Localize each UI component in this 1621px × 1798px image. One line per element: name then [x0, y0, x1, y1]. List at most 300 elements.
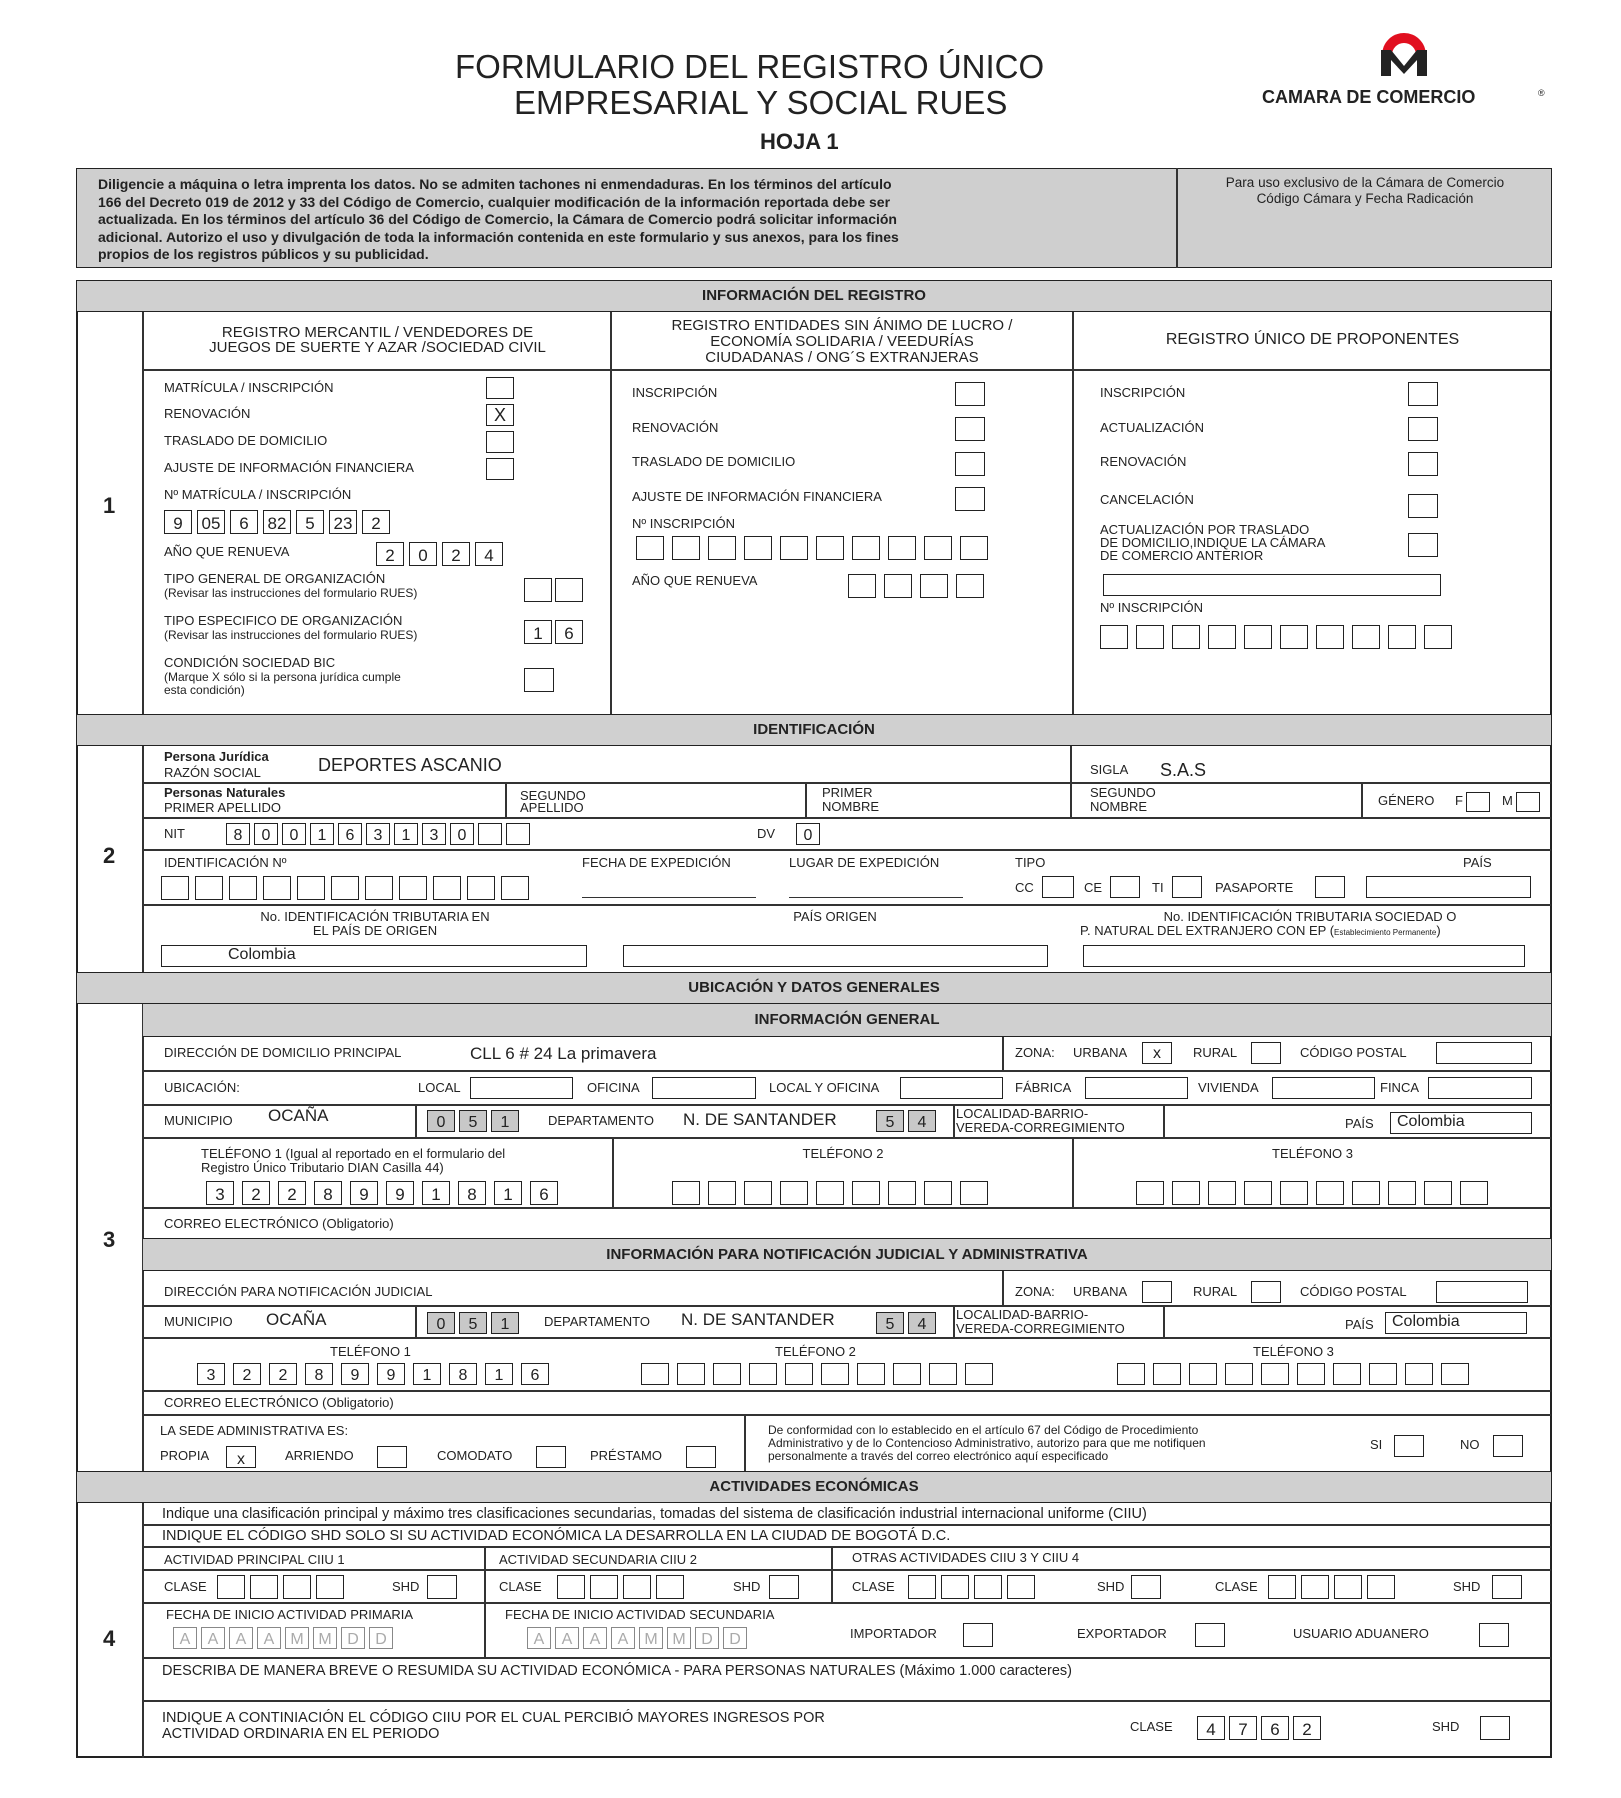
esal-inscripcion-digit[interactable]	[708, 536, 736, 560]
fecha-secundaria-digit[interactable]: A	[611, 1627, 635, 1649]
n-telefono3-digit[interactable]	[1333, 1363, 1361, 1385]
telefono2-digit[interactable]	[744, 1181, 772, 1205]
value-n-municipio[interactable]: OCAÑA	[266, 1310, 327, 1329]
label-tipo-general: TIPO GENERAL DE ORGANIZACIÓN	[164, 571, 386, 586]
rup-inscripcion-digit[interactable]	[1316, 625, 1344, 649]
label-segundo-apellido-2: APELLIDO	[520, 800, 584, 815]
clase-mayores-digit[interactable]: 4	[1197, 1716, 1225, 1740]
label-bic: CONDICIÓN SOCIEDAD BIC	[164, 655, 336, 670]
label-clase-otras-1: CLASE	[852, 1579, 895, 1594]
n-telefono1-digit[interactable]: 1	[413, 1363, 441, 1385]
fecha-primaria-digit[interactable]: M	[313, 1627, 337, 1649]
checkbox-prestamo[interactable]	[686, 1446, 716, 1468]
n-telefono3-digit[interactable]	[1405, 1363, 1433, 1385]
identificacion-digit[interactable]	[467, 876, 495, 900]
n-telefono2-digit[interactable]	[785, 1363, 813, 1385]
anio-digit[interactable]: 2	[376, 542, 404, 566]
checkbox-shd-otras-1[interactable]	[1131, 1575, 1161, 1599]
n-telefono2-digit[interactable]	[929, 1363, 957, 1385]
n-telefono1-digit[interactable]: 8	[305, 1363, 333, 1385]
identificacion-digit[interactable]	[433, 876, 461, 900]
rup-inscripcion-digit[interactable]	[1208, 625, 1236, 649]
input-trib-ext[interactable]	[1083, 945, 1525, 967]
telefono3-digit[interactable]	[1352, 1181, 1380, 1205]
label-n-pais: PAÍS	[1345, 1317, 1374, 1332]
value-n-departamento[interactable]: N. DE SANTANDER	[681, 1310, 835, 1329]
telefono3-digit[interactable]	[1316, 1181, 1344, 1205]
label-rup-cancelacion: CANCELACIÓN	[1100, 492, 1194, 507]
col1-title-line2: JUEGOS DE SUERTE Y AZAR /SOCIEDAD CIVIL	[209, 339, 546, 356]
esal-inscripcion-digit[interactable]	[672, 536, 700, 560]
label-clase-principal: CLASE	[164, 1579, 207, 1594]
value-trib-origen: Colombia	[228, 946, 296, 963]
checkbox-genero-f[interactable]	[1466, 792, 1490, 812]
label-identificacion: IDENTIFICACIÓN Nº	[164, 855, 287, 870]
label-otras-actividades: OTRAS ACTIVIDADES CIIU 3 Y CIIU 4	[852, 1550, 1080, 1565]
nit-digit[interactable]	[506, 823, 530, 845]
fecha-secundaria-digit[interactable]: A	[555, 1627, 579, 1649]
section-number-4: 4	[103, 1626, 116, 1651]
telefono1-digit[interactable]: 8	[314, 1181, 342, 1205]
fecha-secundaria-boxes	[527, 1627, 747, 1649]
nit-digit[interactable]: 0	[282, 823, 306, 845]
matricula-digit[interactable]: 05	[197, 510, 225, 534]
label-describa: DESCRIBA DE MANERA BREVE O RESUMIDA SU ACTIVIDAD ECONÓMICA - PARA PERSONAS NATURALES (Máximo 1.000 caracteres)	[162, 1663, 1072, 1679]
fecha-secundaria-digit[interactable]: A	[527, 1627, 551, 1649]
checkbox-rup-act-traslado[interactable]	[1408, 533, 1438, 557]
checkbox-propia[interactable]: x	[226, 1446, 256, 1468]
value-razon-social[interactable]: DEPORTES ASCANIO	[318, 755, 502, 775]
clase-otras-2-digit[interactable]	[1334, 1575, 1362, 1599]
nit-digit[interactable]: 1	[394, 823, 418, 845]
label-primer-apellido: PRIMER APELLIDO	[164, 800, 282, 815]
label-prestamo: PRÉSTAMO	[590, 1448, 662, 1463]
esal-anio-digit[interactable]	[884, 574, 912, 598]
telefono1-digit[interactable]: 6	[530, 1181, 558, 1205]
n-telefono3-digit[interactable]	[1117, 1363, 1145, 1385]
telefono2-digit[interactable]	[852, 1181, 880, 1205]
municipio-code	[427, 1110, 519, 1132]
checkbox-si[interactable]	[1394, 1435, 1424, 1457]
esal-anio-boxes	[848, 574, 984, 598]
telefono3-digit[interactable]	[1280, 1181, 1308, 1205]
checkbox-bic[interactable]	[524, 668, 554, 692]
label-trib-ext-small: Establecimiento Permanente	[1334, 928, 1437, 937]
intro-line: adicional. Autorizo el uso y divulgación de toda la información contenida en este formulario y sus anexos, para los fines	[98, 228, 899, 245]
identificacion-digit[interactable]	[365, 876, 393, 900]
n-municipio-code-digit[interactable]: 1	[491, 1312, 519, 1334]
rup-inscripcion-digit[interactable]	[1136, 625, 1164, 649]
identificacion-digit[interactable]	[331, 876, 359, 900]
n-telefono3-digit[interactable]	[1441, 1363, 1469, 1385]
n-telefono2-digit[interactable]	[749, 1363, 777, 1385]
tipo-especifico-digit[interactable]: 6	[555, 620, 583, 644]
matricula-digit[interactable]: 9	[164, 510, 192, 534]
clase-secundaria-boxes	[557, 1575, 684, 1599]
input-vivienda[interactable]	[1272, 1077, 1375, 1099]
n-telefono3-digit[interactable]	[1261, 1363, 1289, 1385]
label-vivienda: VIVIENDA	[1198, 1080, 1259, 1095]
telefono2-digit[interactable]	[888, 1181, 916, 1205]
checkbox-urbana[interactable]: x	[1142, 1042, 1172, 1064]
telefono1-digit[interactable]: 1	[422, 1181, 450, 1205]
value-sigla[interactable]: S.A.S	[1160, 760, 1207, 780]
label-ce: CE	[1084, 880, 1103, 895]
tipo-general-digit[interactable]	[555, 578, 583, 602]
n-telefono3-digit[interactable]	[1225, 1363, 1253, 1385]
esal-anio-digit[interactable]	[920, 574, 948, 598]
identificacion-boxes	[161, 876, 529, 900]
n-telefono1-digit[interactable]: 6	[521, 1363, 549, 1385]
departamento-code-digit[interactable]: 5	[876, 1110, 904, 1132]
telefono2-digit[interactable]	[960, 1181, 988, 1205]
matricula-digit[interactable]: 6	[230, 510, 258, 534]
esal-inscripcion-digit[interactable]	[780, 536, 808, 560]
esal-inscripcion-digit[interactable]	[816, 536, 844, 560]
checkbox-ti[interactable]	[1172, 876, 1202, 898]
label-esal-anio: AÑO QUE RENUEVA	[632, 573, 758, 588]
n-departamento-code-digit[interactable]: 4	[908, 1312, 936, 1334]
departamento-code-digit[interactable]: 4	[908, 1110, 936, 1132]
checkbox-no[interactable]	[1493, 1435, 1523, 1457]
section-number-2: 2	[103, 843, 116, 868]
nit-digit[interactable]: 1	[310, 823, 334, 845]
telefono1-digit[interactable]: 9	[386, 1181, 414, 1205]
clase-otras-1-digit[interactable]	[974, 1575, 1002, 1599]
checkbox-importador[interactable]	[963, 1623, 993, 1647]
telefono1-digit[interactable]: 3	[206, 1181, 234, 1205]
telefono2-digit[interactable]	[816, 1181, 844, 1205]
label-telefono2: TELÉFONO 2	[802, 1146, 884, 1161]
clase-secundaria-digit[interactable]	[623, 1575, 651, 1599]
nit-digit[interactable]: 8	[226, 823, 250, 845]
telefono1-digit[interactable]: 2	[278, 1181, 306, 1205]
checkbox-n-rural[interactable]	[1251, 1281, 1281, 1303]
matricula-digit[interactable]: 82	[263, 510, 291, 534]
nit-digit[interactable]: 0	[450, 823, 474, 845]
n-telefono1-digit[interactable]: 2	[269, 1363, 297, 1385]
checkbox-shd-otras-2[interactable]	[1492, 1575, 1522, 1599]
fecha-primaria-digit[interactable]: A	[201, 1627, 225, 1649]
telefono1-digit[interactable]: 9	[350, 1181, 378, 1205]
checkbox-rup-actualizacion[interactable]	[1408, 417, 1438, 441]
label-bic-note1: (Marque X sólo si la persona jurídica cumple	[164, 670, 401, 684]
checkbox-ajuste[interactable]	[486, 458, 514, 480]
anio-digits	[376, 542, 503, 566]
clase-mayores-digit[interactable]: 2	[1293, 1716, 1321, 1740]
clase-principal-digit[interactable]	[250, 1575, 278, 1599]
col1-title-line1: REGISTRO MERCANTIL / VENDEDORES DE	[221, 324, 534, 341]
n-telefono3-digit[interactable]	[1297, 1363, 1325, 1385]
label-propia: PROPIA	[160, 1448, 210, 1463]
nit-digit[interactable]: 6	[338, 823, 362, 845]
section-number-3: 3	[103, 1227, 116, 1252]
label-esal-ajuste: AJUSTE DE INFORMACIÓN FINANCIERA	[632, 489, 882, 504]
checkbox-matricula[interactable]	[486, 377, 514, 399]
checkbox-rup-inscripcion[interactable]	[1408, 382, 1438, 406]
value-municipio[interactable]: OCAÑA	[268, 1106, 329, 1125]
telefono3-digit[interactable]	[1244, 1181, 1272, 1205]
checkbox-renovacion[interactable]: X	[486, 404, 514, 426]
checkbox-traslado[interactable]	[486, 431, 514, 453]
telefono3-digit[interactable]	[1136, 1181, 1164, 1205]
n-telefono2-digit[interactable]	[965, 1363, 993, 1385]
n-telefono3-digit[interactable]	[1369, 1363, 1397, 1385]
value-direccion-principal[interactable]: CLL 6 # 24 La primavera	[470, 1044, 657, 1063]
fecha-secundaria-digit[interactable]: M	[667, 1627, 691, 1649]
label-shd-principal: SHD	[392, 1579, 420, 1594]
intro-text	[98, 176, 899, 264]
esal-inscripcion-digit[interactable]	[744, 536, 772, 560]
esal-inscripcion-digit[interactable]	[636, 536, 664, 560]
telefono3-digit[interactable]	[1460, 1181, 1488, 1205]
n-telefono2-digit[interactable]	[893, 1363, 921, 1385]
nit-digit[interactable]: 0	[254, 823, 278, 845]
identificacion-digit[interactable]	[501, 876, 529, 900]
fecha-primaria-digit[interactable]: D	[341, 1627, 365, 1649]
input-pais-origen[interactable]	[623, 945, 1048, 967]
checkbox-rural[interactable]	[1251, 1042, 1281, 1064]
checkbox-shd-principal[interactable]	[427, 1575, 457, 1599]
label-n-rural: RURAL	[1193, 1284, 1238, 1299]
checkbox-shd-secundaria[interactable]	[769, 1575, 799, 1599]
checkbox-rup-cancelacion[interactable]	[1408, 494, 1438, 518]
input-n-pais[interactable]: Colombia	[1385, 1312, 1527, 1334]
n-municipio-code-digit[interactable]: 0	[427, 1312, 455, 1334]
input-oficina[interactable]	[652, 1077, 756, 1099]
checkbox-cc[interactable]	[1042, 876, 1074, 898]
telefono2-digit[interactable]	[708, 1181, 736, 1205]
rup-inscripcion-digit[interactable]	[1280, 625, 1308, 649]
rup-inscripcion-digit[interactable]	[1100, 625, 1128, 649]
label-ajuste: AJUSTE DE INFORMACIÓN FINANCIERA	[164, 460, 414, 475]
anio-digit[interactable]: 2	[442, 542, 470, 566]
telefono1-digit[interactable]: 1	[494, 1181, 522, 1205]
identificacion-digit[interactable]	[399, 876, 427, 900]
fecha-primaria-digit[interactable]: M	[285, 1627, 309, 1649]
input-trib-origen[interactable]	[161, 945, 587, 967]
n-telefono2-digit[interactable]	[713, 1363, 741, 1385]
clase-otras-1-digit[interactable]	[941, 1575, 969, 1599]
label-clase-secundaria: CLASE	[499, 1579, 542, 1594]
input-pais-ubic[interactable]: Colombia	[1390, 1112, 1532, 1134]
label-primer-nombre-1: PRIMER	[822, 785, 873, 800]
telefono1-digit[interactable]: 8	[458, 1181, 486, 1205]
telefono2-digit[interactable]	[780, 1181, 808, 1205]
input-finca[interactable]	[1428, 1077, 1532, 1099]
fecha-secundaria-digit[interactable]: D	[723, 1627, 747, 1649]
n-municipio-code	[427, 1312, 519, 1334]
fecha-secundaria-digit[interactable]: M	[639, 1627, 663, 1649]
telefono2-digit[interactable]	[924, 1181, 952, 1205]
rup-inscripcion-digit[interactable]	[1352, 625, 1380, 649]
tipo-general-digit[interactable]	[524, 578, 552, 602]
checkbox-exportador[interactable]	[1195, 1623, 1225, 1647]
clase-secundaria-digit[interactable]	[557, 1575, 585, 1599]
fecha-primaria-digit[interactable]: A	[229, 1627, 253, 1649]
telefono3-digit[interactable]	[1208, 1181, 1236, 1205]
checkbox-genero-m[interactable]	[1516, 792, 1540, 812]
clase-principal-digit[interactable]	[217, 1575, 245, 1599]
checkbox-esal-ajuste[interactable]	[955, 487, 985, 511]
esal-inscripcion-digit[interactable]	[960, 536, 988, 560]
matricula-digit[interactable]: 23	[329, 510, 357, 534]
telefono1-digit[interactable]: 2	[242, 1181, 270, 1205]
label-rup-act-traslado-2: DE DOMICILIO,INDIQUE LA CÁMARA	[1100, 535, 1326, 550]
identificacion-digit[interactable]	[195, 876, 223, 900]
tipo-especifico-digit[interactable]: 1	[524, 620, 552, 644]
label-indique-2: ACTIVIDAD ORDINARIA EN EL PERIODO	[162, 1726, 440, 1742]
band-informacion-general: INFORMACIÓN GENERAL	[143, 1004, 1551, 1037]
label-exportador: EXPORTADOR	[1077, 1626, 1167, 1641]
input-camara-anterior[interactable]	[1103, 574, 1441, 596]
checkbox-n-urbana[interactable]	[1142, 1281, 1172, 1303]
label-genero-f: F	[1455, 793, 1463, 808]
label-renovacion: RENOVACIÓN	[164, 406, 251, 421]
n-telefono3-digit[interactable]	[1189, 1363, 1217, 1385]
fecha-primaria-digit[interactable]: A	[173, 1627, 197, 1649]
input-n-codigo-postal[interactable]	[1436, 1281, 1528, 1303]
fecha-primaria-digit[interactable]: A	[257, 1627, 281, 1649]
label-pais-origen: PAÍS ORIGEN	[793, 909, 877, 924]
input-local-oficina[interactable]	[900, 1077, 1003, 1099]
fecha-secundaria-digit[interactable]: D	[695, 1627, 719, 1649]
value-departamento[interactable]: N. DE SANTANDER	[683, 1110, 837, 1129]
checkbox-usuario-aduanero[interactable]	[1479, 1623, 1509, 1647]
input-local[interactable]	[470, 1077, 573, 1099]
esal-inscripcion-digit[interactable]	[924, 536, 952, 560]
esal-anio-digit[interactable]	[848, 574, 876, 598]
label-lugar-expedicion: LUGAR DE EXPEDICIÓN	[789, 855, 940, 870]
dv-digit[interactable]: 0	[796, 823, 820, 845]
n-telefono1-digit[interactable]: 9	[377, 1363, 405, 1385]
rup-inscripcion-digit[interactable]	[1172, 625, 1200, 649]
rup-inscripcion-digit[interactable]	[1388, 625, 1416, 649]
n-telefono2-digit[interactable]	[677, 1363, 705, 1385]
fecha-primaria-digit[interactable]: D	[369, 1627, 393, 1649]
clase-otras-1-boxes	[908, 1575, 1035, 1599]
municipio-code-digit[interactable]: 0	[427, 1110, 455, 1132]
checkbox-rup-renovacion[interactable]	[1408, 452, 1438, 476]
anio-digit[interactable]: 0	[409, 542, 437, 566]
checkbox-arriendo[interactable]	[377, 1446, 407, 1468]
clase-principal-digit[interactable]	[316, 1575, 344, 1599]
lugar-expedicion-line[interactable]	[789, 897, 963, 898]
checkbox-ce[interactable]	[1110, 876, 1140, 898]
n-telefono2-digit[interactable]	[821, 1363, 849, 1385]
label-conformidad-3: personalmente a través del correo electrónico aquí especificado	[768, 1449, 1109, 1463]
label-tipo-especifico-note: (Revisar las instrucciones del formulario RUES)	[164, 628, 418, 642]
identificacion-digit[interactable]	[229, 876, 257, 900]
checkbox-esal-traslado[interactable]	[955, 452, 985, 476]
telefono3-digit[interactable]	[1388, 1181, 1416, 1205]
checkbox-esal-renovacion[interactable]	[955, 417, 985, 441]
n-telefono1-digit[interactable]: 3	[197, 1363, 225, 1385]
clase-mayores-digit[interactable]: 6	[1261, 1716, 1289, 1740]
fecha-expedicion-line[interactable]	[582, 897, 756, 898]
telefono3-digit[interactable]	[1424, 1181, 1452, 1205]
fecha-primaria-boxes	[173, 1627, 393, 1649]
label-comodato: COMODATO	[437, 1448, 513, 1463]
telefono2-digit[interactable]	[672, 1181, 700, 1205]
municipio-code-digit[interactable]: 5	[459, 1110, 487, 1132]
input-pais[interactable]	[1366, 876, 1531, 898]
label-esal-traslado: TRASLADO DE DOMICILIO	[632, 454, 796, 469]
n-telefono2-boxes	[641, 1363, 993, 1385]
clase-otras-2-digit[interactable]	[1301, 1575, 1329, 1599]
clase-mayores-digit[interactable]: 7	[1229, 1716, 1257, 1740]
fecha-secundaria-digit[interactable]: A	[583, 1627, 607, 1649]
matricula-digit[interactable]: 2	[362, 510, 390, 534]
telefono3-digit[interactable]	[1172, 1181, 1200, 1205]
label-sede: LA SEDE ADMINISTRATIVA ES:	[160, 1423, 349, 1438]
input-fabrica[interactable]	[1085, 1077, 1188, 1099]
clase-otras-2-digit[interactable]	[1367, 1575, 1395, 1599]
label-tipo-general-note: (Revisar las instrucciones del formulario RUES)	[164, 586, 418, 600]
n-departamento-code-digit[interactable]: 5	[876, 1312, 904, 1334]
clase-principal-digit[interactable]	[283, 1575, 311, 1599]
rup-inscripcion-digit[interactable]	[1424, 625, 1452, 649]
label-n-codigo-postal: CÓDIGO POSTAL	[1300, 1284, 1407, 1299]
n-telefono1-digit[interactable]: 9	[341, 1363, 369, 1385]
label-esal-inscripcion: INSCRIPCIÓN	[632, 385, 718, 400]
n-telefono2-digit[interactable]	[641, 1363, 669, 1385]
identificacion-digit[interactable]	[161, 876, 189, 900]
label-fecha-primaria: FECHA DE INICIO ACTIVIDAD PRIMARIA	[166, 1607, 414, 1622]
clase-secundaria-digit[interactable]	[590, 1575, 618, 1599]
matricula-digit[interactable]: 5	[296, 510, 324, 534]
n-telefono2-digit[interactable]	[857, 1363, 885, 1385]
rup-inscripcion-digit[interactable]	[1244, 625, 1272, 649]
clase-otras-1-digit[interactable]	[1007, 1575, 1035, 1599]
exclusive-use-line2: Código Cámara y Fecha Radicación	[1256, 191, 1474, 206]
clase-secundaria-digit[interactable]	[656, 1575, 684, 1599]
label-genero: GÉNERO	[1378, 793, 1435, 808]
n-telefono3-digit[interactable]	[1153, 1363, 1181, 1385]
n-telefono1-digit[interactable]: 2	[233, 1363, 261, 1385]
nit-digit[interactable]: 3	[366, 823, 390, 845]
label-trib-origen-1: No. IDENTIFICACIÓN TRIBUTARIA EN	[260, 909, 490, 924]
identificacion-digit[interactable]	[297, 876, 325, 900]
checkbox-shd-mayores[interactable]	[1480, 1716, 1510, 1740]
n-municipio-code-digit[interactable]: 5	[459, 1312, 487, 1334]
nit-digit[interactable]	[478, 823, 502, 845]
municipio-code-digit[interactable]: 1	[491, 1110, 519, 1132]
n-telefono1-digit[interactable]: 8	[449, 1363, 477, 1385]
input-codigo-postal[interactable]	[1436, 1042, 1532, 1064]
label-finca: FINCA	[1380, 1080, 1419, 1095]
esal-inscripcion-digit[interactable]	[852, 536, 880, 560]
label-pais-ubic: PAÍS	[1345, 1116, 1374, 1131]
checkbox-esal-inscripcion[interactable]	[955, 382, 985, 406]
clase-otras-1-digit[interactable]	[908, 1575, 936, 1599]
n-telefono1-digit[interactable]: 1	[485, 1363, 513, 1385]
anio-digit[interactable]: 4	[475, 542, 503, 566]
esal-inscripcion-digit[interactable]	[888, 536, 916, 560]
identificacion-digit[interactable]	[263, 876, 291, 900]
tipo-especifico-boxes	[524, 620, 583, 644]
label-n-zona: ZONA:	[1015, 1284, 1055, 1299]
exclusive-use-line1: Para uso exclusivo de la Cámara de Comercio	[1225, 175, 1505, 190]
nit-digit[interactable]: 3	[422, 823, 446, 845]
label-local: LOCAL	[418, 1080, 461, 1095]
esal-anio-digit[interactable]	[956, 574, 984, 598]
checkbox-pasaporte[interactable]	[1315, 876, 1345, 898]
telefono2-boxes	[672, 1181, 988, 1205]
sheet-label: HOJA 1	[760, 129, 839, 154]
checkbox-comodato[interactable]	[536, 1446, 566, 1468]
clase-otras-2-digit[interactable]	[1268, 1575, 1296, 1599]
